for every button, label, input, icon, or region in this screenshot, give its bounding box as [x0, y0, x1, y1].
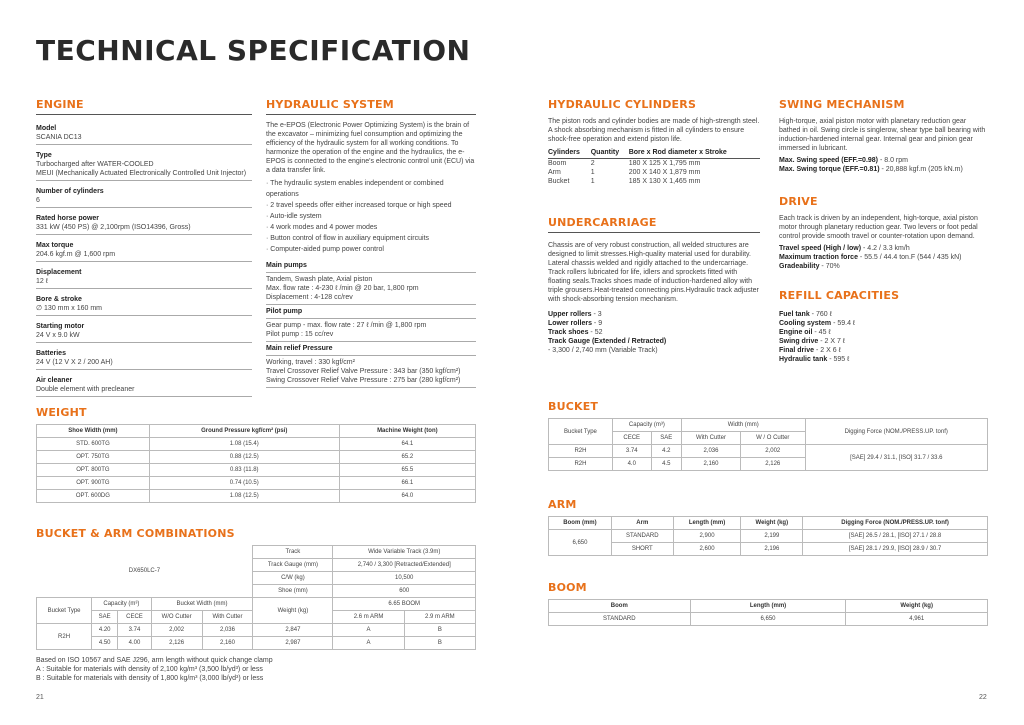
combo-heading: BUCKET & ARM COMBINATIONS: [36, 527, 235, 540]
table-cell: 4,961: [846, 613, 988, 626]
engine-item-label: Rated horse power: [36, 215, 100, 222]
table-cell: 2,900: [673, 530, 741, 543]
cylinders-table: [548, 147, 760, 186]
refill-item-value: - 760 ℓ: [809, 311, 832, 318]
main-pumps-values: [266, 275, 476, 305]
gauge-value: 2,740 / 3,300 [Retracted/Extended]: [333, 559, 476, 572]
table-row: [37, 490, 476, 503]
arm-section: [548, 498, 988, 556]
engine-item-label: Type: [36, 152, 52, 159]
table-cell: A: [333, 624, 404, 637]
table-row: [37, 438, 476, 451]
table-cell: 2,036: [202, 624, 253, 637]
arm-header: Length (mm): [673, 517, 741, 530]
engine-section: [36, 98, 252, 400]
swing-item-value: - 8.0 rpm: [878, 157, 908, 164]
table-cell: 2,196: [741, 543, 803, 556]
boom-header-boom: Boom: [549, 600, 691, 613]
table-cell: OPT. 900TG: [37, 477, 150, 490]
undercarriage-item: [548, 337, 760, 346]
refill-item-value: - 59.4 ℓ: [831, 320, 856, 327]
refill-item-label: Hydraulic tank: [779, 356, 828, 363]
arm-header: Boom (mm): [549, 517, 612, 530]
undercarriage-item-label: Track Gauge (Extended / Retracted): [548, 338, 667, 345]
engine-item-value: Double element with precleaner: [36, 386, 135, 393]
engine-item-value: SCANIA DC13: [36, 134, 82, 141]
bucket-digging-value: [SAE] 29.4 / 31.1, [ISO] 31.7 / 33.6: [805, 445, 987, 471]
bucket-with: With Cutter: [681, 432, 740, 445]
table-cell: 4.2: [651, 445, 681, 458]
undercarriage-item-label: Upper rollers: [548, 311, 592, 318]
engine-item-label: Displacement: [36, 269, 82, 276]
table-cell: 1.08 (12.5): [149, 490, 339, 503]
engine-item: [36, 265, 252, 289]
engine-item-value: 24 V (12 V X 2 / 200 AH): [36, 359, 113, 366]
page-number-left: 21: [36, 694, 44, 701]
table-cell: 4.50: [92, 637, 118, 650]
engine-heading: ENGINE: [36, 98, 252, 115]
table-cell: 2,126: [151, 637, 202, 650]
weight-table: [36, 424, 476, 503]
engine-item-label: Batteries: [36, 350, 66, 357]
arm-boom-value: 6,650: [549, 530, 612, 556]
refill-item: [779, 319, 989, 328]
refill-item: [779, 346, 989, 355]
engine-item-label: Starting motor: [36, 323, 85, 330]
table-cell: 65.2: [339, 451, 475, 464]
drive-intro: Each track is driven by an independent, high-torque, axial piston motor through planetary reduction gear. Two levers or foot pedal control provide smooth travel or counter-rotation upon demand.: [779, 215, 978, 240]
pilot-pump-line: Gear pump - max. flow rate : 27 ℓ /min @ 1,800 rpm: [266, 322, 427, 329]
track-gauge-value: - 3,300 / 2,740 mm (Variable Track): [548, 347, 658, 354]
table-row: [548, 177, 760, 186]
combo-note: B : Suitable for materials with density of 1,800 kg/m³ (3,000 lb/yd³) or less: [36, 675, 264, 682]
drive-item-label: Maximum traction force: [779, 254, 858, 261]
bucket-capacity-header: Capacity (m³): [612, 419, 681, 432]
drive-item-label: Travel speed (High / low): [779, 245, 862, 252]
table-cell: 66.1: [339, 477, 475, 490]
table-cell: 2,126: [740, 458, 805, 471]
cylinders-heading: HYDRAULIC CYLINDERS: [548, 98, 697, 111]
undercarriage-item: [548, 328, 760, 337]
cw-label: C/W (kg): [253, 572, 333, 585]
undercarriage-item-value: - 9: [591, 320, 603, 327]
table-cell: Arm: [548, 169, 561, 176]
engine-item-label: Model: [36, 125, 57, 132]
refill-section: [779, 289, 989, 364]
refill-item-label: Fuel tank: [779, 311, 810, 318]
weight-header: Shoe Width (mm): [37, 425, 150, 438]
hydraulic-bullet: · 2 travel speeds offer either increased torque or high speed: [266, 202, 452, 209]
table-cell: 2: [590, 160, 595, 167]
engine-item: [36, 121, 252, 145]
refill-item-value: - 45 ℓ: [812, 329, 831, 336]
table-cell: 2,160: [681, 458, 740, 471]
engine-item: [36, 292, 252, 316]
refill-item-label: Final drive: [779, 347, 815, 354]
table-row: [37, 477, 476, 490]
table-row: [37, 451, 476, 464]
combo-sae: SAE: [92, 611, 118, 624]
hydraulic-intro: The e-EPOS (Electronic Power Optimizing System) is the brain of the excavator – minimizing fuel consumption and optimizing the efficiency of the hydraulic system for all working conditions. To harmonize the operation of the engine and the hydraulics, the e-EPOS is connected to the engine's electronic control unit (ECU) via a data transfer link.: [266, 122, 475, 174]
refill-item-value: - 595 ℓ: [827, 356, 850, 363]
combo-section: [36, 527, 476, 683]
track-label: Track: [253, 546, 333, 559]
combo-note: Based on ISO 10567 and SAE J296, arm length without quick change clamp: [36, 657, 273, 664]
main-pumps-line: Displacement : 4-128 cc/rev: [266, 294, 353, 301]
table-cell: 3.74: [612, 445, 651, 458]
combo-weight: Weight (kg): [253, 598, 333, 624]
drive-item-value: - 55.5 / 44.4 ton.F (544 / 435 kN): [857, 254, 962, 261]
cylinders-section: [548, 98, 760, 186]
combo-boom: 6.65 BOOM: [333, 598, 476, 611]
combo-wo: W/O Cutter: [151, 611, 202, 624]
drive-item-label: Gradeability: [779, 263, 820, 270]
engine-item: [36, 346, 252, 370]
undercarriage-item: [548, 319, 760, 328]
engine-item-label: Air cleaner: [36, 377, 73, 384]
engine-item-value: 6: [36, 197, 40, 204]
table-row: [548, 159, 760, 169]
pilot-pump-line: Pilot pump : 15 cc/rev: [266, 331, 334, 338]
refill-item-label: Engine oil: [779, 329, 813, 336]
combo-arm1: 2.6 m ARM: [333, 611, 404, 624]
table-cell: 185 X 130 X 1,465 mm: [628, 178, 701, 185]
engine-list: [36, 121, 252, 397]
engine-item: [36, 373, 252, 397]
bucket-section: [548, 400, 988, 471]
bucket-sae: SAE: [651, 432, 681, 445]
hydraulic-bullet: · Computer-aided pump power control: [266, 246, 384, 253]
shoe-label: Shoe (mm): [253, 585, 333, 598]
relief-line: Swing Crossover Relief Valve Pressure : 275 bar (280 kgf/cm²): [266, 377, 461, 384]
combo-with: With Cutter: [202, 611, 253, 624]
combo-capacity: Capacity (m³): [92, 598, 152, 611]
table-cell: 64.0: [339, 490, 475, 503]
engine-item-label: Number of cylinders: [36, 188, 104, 195]
engine-item-label: Bore & stroke: [36, 296, 82, 303]
relief-label: Main relief Pressure: [266, 344, 476, 356]
table-cell: 4.20: [92, 624, 118, 637]
weight-heading: WEIGHT: [36, 406, 87, 419]
bucket-heading: BUCKET: [548, 400, 599, 413]
refill-item-value: - 2 X 7 ℓ: [818, 338, 846, 345]
arm-header: Arm: [611, 517, 673, 530]
boom-header-weight: Weight (kg): [846, 600, 988, 613]
combo-cece: CECE: [118, 611, 151, 624]
pilot-pump-label: Pilot pump: [266, 307, 476, 319]
cylinders-intro: The piston rods and cylinder bodies are made of high-strength steel. A shock absorbing mechanism is fitted in all cylinders to ensure shock-free operation and extend piston life.: [548, 118, 760, 143]
engine-item-value: Turbocharged after WATER-COOLED: [36, 161, 154, 168]
combo-bucket-type: Bucket Type: [37, 598, 92, 624]
table-cell: OPT. 800TG: [37, 464, 150, 477]
engine-item: [36, 148, 252, 181]
boom-section: [548, 581, 988, 626]
table-cell: STD. 600TG: [37, 438, 150, 451]
table-cell: 200 X 140 X 1,879 mm: [628, 169, 701, 176]
combo-model: DX650LC-7: [37, 546, 253, 598]
table-cell: 4.0: [612, 458, 651, 471]
table-cell: 1: [590, 169, 595, 176]
undercarriage-item-label: Lower rollers: [548, 320, 592, 327]
drive-item-value: - 70%: [819, 263, 840, 270]
swing-item: [779, 156, 989, 165]
relief-line: Working, travel : 330 kgf/cm²: [266, 359, 355, 366]
main-pumps-line: Tandem, Swash plate, Axial piston: [266, 276, 373, 283]
arm-heading: ARM: [548, 498, 577, 511]
engine-item: [36, 319, 252, 343]
table-row: [548, 168, 760, 177]
undercarriage-intro: Chassis are of very robust construction, all welded structures are designed to limit stresses.High-quality material used for durability. Lateral chassis welded and rigidly attached to the undercarriage. Track rollers lubricated for life, idlers and sprockets fitted with floating seals.Tracks shoes made of induction-hardened alloy with triple grousers.Heat-treated connecting pins.Hydraulic track adjuster with shock-absorbing tension mechanism.: [548, 242, 759, 303]
relief-values: [266, 358, 476, 388]
engine-item-value: 331 kW (450 PS) @ 2,100rpm (ISO14396, Gross): [36, 224, 191, 231]
undercarriage-item-value: - 3: [591, 311, 602, 318]
weight-header: Ground Pressure kgf/cm² (psi): [149, 425, 339, 438]
boom-header-length: Length (mm): [690, 600, 846, 613]
refill-item-label: Swing drive: [779, 338, 819, 345]
combo-note: A : Suitable for materials with density of 2,100 kg/m³ (3,500 lb/yd³) or less: [36, 666, 263, 673]
swing-items: [779, 156, 989, 174]
table-cell: 1: [590, 178, 595, 185]
boom-table: [548, 599, 988, 626]
gauge-label: Track Gauge (mm): [253, 559, 333, 572]
arm-header: Digging Force (NOM./PRESS.UP. tonf): [803, 517, 988, 530]
table-cell: A: [333, 637, 404, 650]
drive-items: [779, 244, 989, 271]
hydraulic-bullet: · The hydraulic system enables independent or combined operations: [266, 180, 444, 198]
hydraulic-section: [266, 98, 476, 388]
table-cell: 4.00: [118, 637, 151, 650]
table-cell: R2H: [549, 458, 613, 471]
engine-item-label: Max torque: [36, 242, 74, 249]
table-cell: [SAE] 26.5 / 28.1, [ISO] 27.1 / 28.8: [803, 530, 988, 543]
table-cell: 65.5: [339, 464, 475, 477]
cylinders-header: Bore x Rod diameter x Stroke: [629, 147, 760, 159]
engine-item: [36, 184, 252, 208]
table-cell: 180 X 125 X 1,795 mm: [628, 160, 701, 167]
table-cell: 2,002: [740, 445, 805, 458]
combo-bucket-name: R2H: [37, 624, 92, 650]
table-row: [37, 464, 476, 477]
boom-heading: BOOM: [548, 581, 587, 594]
engine-item-value: ∅ 130 mm x 160 mm: [36, 305, 103, 312]
table-cell: 4.5: [651, 458, 681, 471]
bucket-digging-header: Digging Force (NOM./PRESS.UP. tonf): [805, 419, 987, 445]
drive-item: [779, 253, 989, 262]
drive-heading: DRIVE: [779, 195, 818, 208]
swing-item: [779, 165, 989, 174]
refill-item: [779, 337, 989, 346]
arm-header: Weight (kg): [741, 517, 803, 530]
refill-item: [779, 328, 989, 337]
hydraulic-bullet: · Auto-idle system: [266, 213, 322, 220]
swing-item-label: Max. Swing speed (EFF.=0.98): [779, 157, 879, 164]
main-pumps-line: Max. flow rate : 4-230 ℓ /min @ 20 bar, 1,800 rpm: [266, 285, 419, 292]
engine-item-value: 24 V x 9.0 kW: [36, 332, 80, 339]
refill-item-label: Cooling system: [779, 320, 832, 327]
bucket-width-header: Width (mm): [681, 419, 805, 432]
refill-heading: REFILL CAPACITIES: [779, 289, 900, 302]
table-cell: 1.08 (15.4): [149, 438, 339, 451]
table-cell: STANDARD: [549, 613, 691, 626]
engine-item: [36, 211, 252, 235]
undercarriage-section: [548, 216, 760, 355]
page-title: TECHNICAL SPECIFICATION: [36, 34, 471, 67]
table-cell: 0.88 (12.5): [149, 451, 339, 464]
refill-item: [779, 310, 989, 319]
drive-item: [779, 262, 989, 271]
hydraulic-heading: HYDRAULIC SYSTEM: [266, 98, 476, 115]
table-cell: 2,199: [741, 530, 803, 543]
bucket-wo: W / O Cutter: [740, 432, 805, 445]
table-cell: 0.83 (11.8): [149, 464, 339, 477]
table-cell: 2,600: [673, 543, 741, 556]
undercarriage-item-label: Track shoes: [548, 329, 589, 336]
table-cell: STANDARD: [611, 530, 673, 543]
undercarriage-item: [548, 310, 760, 319]
refill-item: [779, 355, 989, 364]
drive-item-value: - 4.2 / 3.3 km/h: [861, 245, 910, 252]
cw-value: 10,500: [333, 572, 476, 585]
hydraulic-bullet: · 4 work modes and 4 power modes: [266, 224, 378, 231]
swing-item-label: Max. Swing torque (EFF.=0.81): [779, 166, 880, 173]
combo-arm2: 2.9 m ARM: [404, 611, 475, 624]
table-cell: Boom: [548, 160, 567, 167]
table-cell: B: [404, 637, 475, 650]
swing-item-value: - 20,888 kgf.m (205 kN.m): [879, 166, 963, 173]
engine-item-value: 204.6 kgf.m @ 1,600 rpm: [36, 251, 116, 258]
table-cell: 2,160: [202, 637, 253, 650]
pilot-pump-values: [266, 321, 476, 342]
table-cell: OPT. 750TG: [37, 451, 150, 464]
engine-item: [36, 238, 252, 262]
refill-items: [779, 310, 989, 364]
bucket-type-header: Bucket Type: [549, 419, 613, 445]
weight-header: Machine Weight (ton): [339, 425, 475, 438]
weight-section: [36, 406, 476, 503]
table-cell: 2,002: [151, 624, 202, 637]
swing-heading: SWING MECHANISM: [779, 98, 905, 111]
combo-table: [36, 545, 476, 650]
table-cell: 64.1: [339, 438, 475, 451]
refill-item-value: - 2 X 6 ℓ: [814, 347, 841, 354]
table-cell: R2H: [549, 445, 613, 458]
table-cell: 6,650: [690, 613, 846, 626]
main-pumps-label: Main pumps: [266, 261, 476, 273]
bucket-table: [548, 418, 988, 471]
table-cell: 3.74: [118, 624, 151, 637]
undercarriage-heading: UNDERCARRIAGE: [548, 216, 760, 233]
engine-item-value: 12 ℓ: [36, 278, 48, 285]
table-cell: B: [404, 624, 475, 637]
combo-width: Bucket Width (mm): [151, 598, 253, 611]
arm-table: [548, 516, 988, 556]
cylinders-header: Quantity: [591, 147, 629, 159]
track-value: Wide Variable Track (3.9m): [333, 546, 476, 559]
engine-item-value: MEUI (Mechanically Actuated Electronically Controlled Unit Injector): [36, 170, 247, 177]
table-cell: [SAE] 28.1 / 29.9, [ISO] 28.9 / 30.7: [803, 543, 988, 556]
table-cell: 0.74 (10.5): [149, 477, 339, 490]
drive-section: [779, 195, 989, 271]
shoe-value: 600: [333, 585, 476, 598]
bucket-cece: CECE: [612, 432, 651, 445]
table-cell: SHORT: [611, 543, 673, 556]
table-cell: 2,847: [253, 624, 333, 637]
table-cell: 2,987: [253, 637, 333, 650]
hydraulic-bullets: [266, 178, 476, 255]
swing-section: [779, 98, 989, 174]
page-number-right: 22: [979, 694, 987, 701]
relief-line: Travel Crossover Relief Valve Pressure : 343 bar (350 kgf/cm²): [266, 368, 461, 375]
undercarriage-item-value: - 52: [588, 329, 603, 336]
drive-item: [779, 244, 989, 253]
table-cell: 2,036: [681, 445, 740, 458]
table-cell: Bucket: [548, 178, 570, 185]
combo-notes: [36, 656, 476, 683]
table-cell: OPT. 600DG: [37, 490, 150, 503]
cylinders-header: Cylinders: [548, 147, 591, 159]
hydraulic-bullet: · Button control of flow in auxiliary equipment circuits: [266, 235, 430, 242]
swing-intro: High-torque, axial piston motor with planetary reduction gear bathed in oil. Swing circle is singlerow, shear type ball bearing with induction-hardened internal gear. Internal gear and pinion gear immersed in lubricant.: [779, 118, 986, 152]
undercarriage-items: [548, 310, 760, 346]
